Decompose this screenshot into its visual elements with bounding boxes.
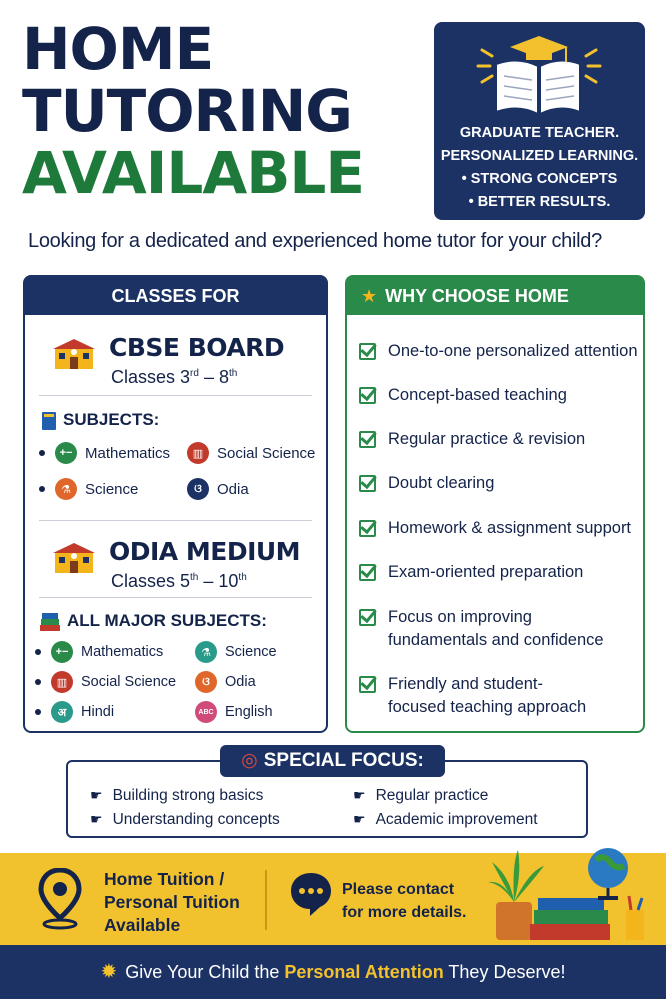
badge-line: GRADUATE TEACHER. [459, 125, 620, 141]
school-building-icon [51, 337, 97, 371]
focus-item: ☛ Regular practice [353, 787, 489, 804]
subjects-heading: SUBJECTS: [41, 410, 159, 431]
book-icon [41, 411, 57, 431]
checkbox-icon [359, 564, 376, 581]
cbse-class-range: Classes 3rd – 8th [111, 367, 238, 387]
focus-item: ☛ Building strong basics [90, 787, 264, 804]
title-line-2: TUTORING [22, 77, 352, 145]
pointing-hand-icon: ☛ [353, 811, 366, 827]
why-choose-panel [345, 275, 645, 733]
sparkle-icon: ✹ [100, 961, 118, 983]
microscope-icon: ⚗ [195, 641, 217, 663]
why-item: Homework & assignment support [359, 517, 631, 540]
why-item: Exam-oriented preparation [359, 561, 583, 584]
why-item: Friendly and student-focused teaching approach [359, 673, 599, 719]
why-item: Concept-based teaching [359, 384, 567, 407]
checkbox-icon [359, 387, 376, 404]
school-building-icon [51, 541, 97, 575]
hindi-letter-icon: अ [51, 701, 73, 723]
desk-decoration-icon [486, 840, 656, 945]
subject-item: ABC English [195, 701, 273, 723]
pointing-hand-icon: ☛ [353, 787, 366, 803]
badge-line: • STRONG CONCEPTS [461, 171, 618, 187]
major-subjects-heading: ALL MAJOR SUBJECTS: [39, 611, 267, 632]
tagline: Looking for a dedicated and experienced home tutor for your child? [28, 230, 602, 252]
pointing-hand-icon: ☛ [90, 787, 103, 803]
chat-bubble-icon [288, 870, 334, 918]
building-icon: ▥ [51, 671, 73, 693]
special-focus-heading: ◎ SPECIAL FOCUS: [220, 745, 445, 777]
checkbox-icon [359, 609, 376, 626]
why-heading: ★ WHY CHOOSE HOME TUITION? [347, 277, 643, 315]
abc-icon: ABC [195, 701, 217, 723]
subject-item: ▥ Social Science [187, 442, 315, 464]
divider [39, 520, 312, 521]
subject-item: +− Mathematics [35, 641, 163, 663]
why-item: One-to-one personalized attention [359, 340, 638, 363]
checkbox-icon [359, 520, 376, 537]
target-icon: ◎ [241, 750, 258, 771]
checkbox-icon [359, 431, 376, 448]
why-item: Doubt clearing [359, 472, 494, 495]
math-icon: +− [51, 641, 73, 663]
badge-line: PERSONALIZED LEARNING. [440, 148, 639, 164]
math-icon: +− [55, 442, 77, 464]
star-icon: ★ [361, 286, 378, 306]
page-title [22, 15, 365, 207]
title-line-3: AVAILABLE [22, 139, 365, 207]
why-item: Regular practice & revision [359, 428, 585, 451]
subject-item: +− Mathematics [39, 442, 170, 464]
odia-medium-title: ODIA MEDIUM [109, 537, 301, 566]
books-stack-icon [39, 612, 61, 632]
checkbox-icon [359, 676, 376, 693]
subject-item: ⚗ Science [39, 478, 138, 500]
subject-item: अ Hindi [35, 701, 114, 723]
cbse-board-title: CBSE BOARD [109, 333, 285, 362]
checkbox-icon [359, 475, 376, 492]
contact-note: Please contact for more details. [342, 881, 467, 921]
classes-heading: CLASSES FOR [25, 277, 326, 315]
divider [39, 597, 312, 598]
subject-item: ▥ Social Science [35, 671, 176, 693]
bottom-banner: ✹ Give Your Child the Personal Attention They Deserve! [0, 945, 666, 999]
pointing-hand-icon: ☛ [90, 811, 103, 827]
odia-letter-icon: ଓ [195, 671, 217, 693]
classes-panel [23, 275, 328, 733]
building-icon: ▥ [187, 442, 209, 464]
focus-item: ☛ Understanding concepts [90, 811, 280, 828]
badge-line: • BETTER RESULTS. [468, 194, 611, 210]
divider [39, 395, 312, 396]
open-book-icon [474, 30, 604, 120]
odia-class-range: Classes 5th – 10th [111, 571, 247, 591]
tuition-availability: Home Tuition / Personal Tuition Available [104, 869, 240, 935]
divider [265, 870, 267, 930]
why-item: Focus on improving fundamentals and confidence [359, 606, 629, 652]
location-pin-icon [38, 868, 82, 930]
focus-item: ☛ Academic improvement [353, 811, 538, 828]
subject-item: ଓ Odia [195, 671, 256, 693]
title-line-1: HOME [22, 15, 214, 83]
subject-item: ⚗ Science [195, 641, 277, 663]
flask-icon: ⚗ [55, 478, 77, 500]
checkbox-icon [359, 343, 376, 360]
teacher-badge [434, 22, 645, 220]
odia-letter-icon: ଓ [187, 478, 209, 500]
subject-item: ଓ Odia [187, 478, 249, 500]
